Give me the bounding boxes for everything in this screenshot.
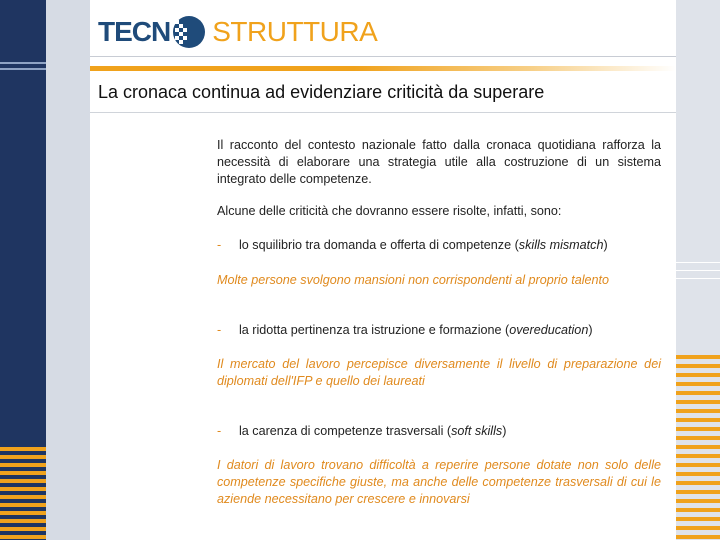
bullet-dash: -: [217, 424, 222, 438]
right-divider: [676, 270, 720, 271]
list-item: [217, 423, 661, 440]
right-stripe: [676, 427, 720, 431]
right-stripe: [676, 355, 720, 359]
right-stripe: [676, 472, 720, 476]
left-stripe: [0, 519, 46, 523]
bullet-dash: -: [217, 238, 222, 252]
item-close: ): [603, 238, 608, 252]
item-term: overeducation: [509, 323, 589, 337]
right-stripe: [676, 481, 720, 485]
left-stripe: [0, 527, 46, 531]
bullet-dash: -: [217, 323, 222, 337]
right-stripe: [676, 535, 720, 539]
left-stripe: [0, 455, 46, 459]
left-stripe: [0, 535, 46, 539]
right-stripe: [676, 382, 720, 386]
right-stripe: [676, 436, 720, 440]
left-edge-line: [0, 68, 46, 70]
right-stripe: [676, 373, 720, 377]
item-text: lo squilibrio tra domanda e offerta di competenze (: [239, 238, 519, 252]
logo-globe-icon: [172, 15, 206, 49]
item-close: ): [588, 323, 593, 337]
left-decor-bar: [0, 0, 46, 540]
right-stripe: [676, 391, 720, 395]
left-stripe: [0, 479, 46, 483]
list-item: [217, 237, 661, 254]
tecnostruttura-logo: [98, 12, 377, 52]
right-stripe: [676, 445, 720, 449]
item-text: la ridotta pertinenza tra istruzione e formazione (: [239, 323, 510, 337]
lead-paragraph: Alcune delle criticità che dovranno essere risolte, infatti, sono:: [217, 204, 562, 218]
right-stripe: [676, 364, 720, 368]
right-stripe: [676, 409, 720, 413]
right-stripe: [676, 517, 720, 521]
right-stripe: [676, 526, 720, 530]
intro-paragraph: Il racconto del contesto nazionale fatto dalla cronaca quotidiana rafforza la necessità di elaborare una strategia utile alla costruzione di un sistema integrato delle competenze.: [217, 138, 661, 186]
right-decor-column: [676, 0, 720, 540]
item-close: ): [502, 424, 507, 438]
left-stripe: [0, 447, 46, 451]
item-note: I datori di lavoro trovano difficoltà a reperire persone dotate non solo delle competenze specifiche giuste, ma anche delle competenze trasversali di cui le aziende necessitano per crescere e innovarsi: [217, 458, 661, 506]
item-text: la carenza di competenze trasversali (: [239, 424, 452, 438]
right-stripe: [676, 400, 720, 404]
right-stripe: [676, 418, 720, 422]
item-term: skills mismatch: [518, 238, 604, 252]
left-stripe: [0, 487, 46, 491]
page-title: La cronaca continua ad evidenziare criticità da superare: [98, 82, 545, 102]
left-stripe: [0, 503, 46, 507]
left-light-column: [46, 0, 90, 540]
right-stripe: [676, 454, 720, 458]
item-note: Il mercato del lavoro percepisce diversamente il livello di preparazione dei diplomati dell'IFP e quello dei laureati: [217, 357, 661, 388]
left-stripe: [0, 471, 46, 475]
item-note: Molte persone svolgono mansioni non corrispondenti al proprio talento: [217, 273, 610, 287]
logo-text-tecn: TECN: [98, 16, 171, 47]
orange-accent-rule: [90, 66, 676, 71]
left-stripe: [0, 463, 46, 467]
logo-text-struttura: STRUTTURA: [212, 16, 378, 47]
right-stripe: [676, 499, 720, 503]
list-item: [217, 322, 661, 339]
title-divider: [90, 112, 676, 113]
left-stripe: [0, 511, 46, 515]
right-stripe: [676, 490, 720, 494]
left-edge-line: [0, 62, 46, 64]
right-stripe: [676, 508, 720, 512]
header-divider: [90, 56, 676, 57]
right-divider: [676, 262, 720, 263]
item-term: soft skills: [451, 424, 503, 438]
right-stripe: [676, 463, 720, 467]
right-divider: [676, 278, 720, 279]
left-stripe: [0, 495, 46, 499]
